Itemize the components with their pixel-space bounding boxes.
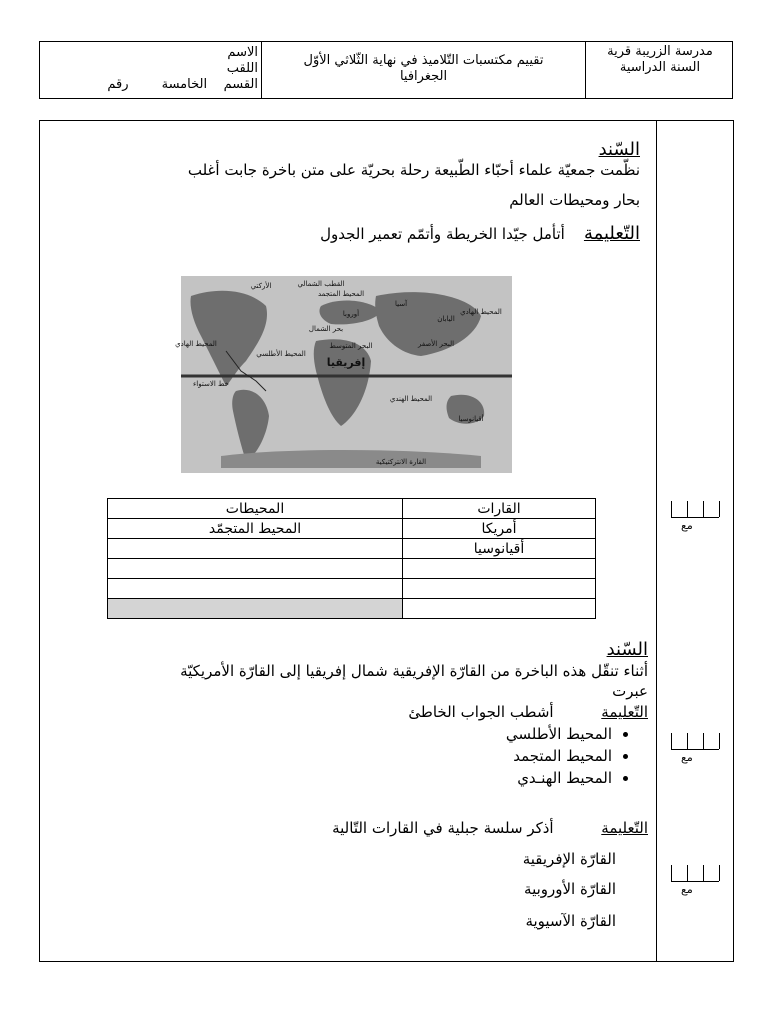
school-year: السنة الدراسية	[619, 60, 701, 75]
sanad-1-heading: السّند	[598, 139, 640, 160]
instruction-2	[408, 703, 648, 721]
map-label: البحر الأصفر	[417, 340, 455, 348]
score-column-divider	[656, 121, 657, 961]
map-label: أوروبا	[342, 310, 360, 318]
option-atlantic[interactable]: • المحيط الأطلسي	[506, 723, 612, 745]
instruction-3	[332, 819, 648, 837]
cell-ocean[interactable]	[108, 539, 403, 559]
map-label: المحيط الهادي	[175, 340, 217, 348]
score-label-1: مع	[681, 519, 693, 532]
instruction-3-text: أذكر سلسة جبلية في القارات التّالية	[332, 819, 554, 837]
student-cell	[40, 42, 261, 98]
cell-continent[interactable]	[403, 599, 596, 619]
number-label: رقم	[107, 77, 129, 92]
map-label: المحيط المتجمد	[317, 290, 365, 298]
world-map-image	[175, 276, 512, 473]
instruction-2-label: التّعليمة	[601, 703, 648, 721]
score-label-3: مع	[681, 883, 693, 896]
header-oceans: المحيطات	[108, 499, 403, 519]
option-indian[interactable]: • المحيط الهنـدي	[506, 767, 612, 789]
table-row	[108, 559, 596, 579]
option-arctic[interactable]: • المحيط المتجمد	[506, 745, 612, 767]
page-title: تقييم مكتسبات التّلاميذ في نهاية الثّلاثي الأوّل	[303, 53, 544, 68]
map-label: الأركتي	[250, 282, 272, 290]
map-label: أقيانوسيا	[458, 415, 484, 423]
map-label: المحيط الأطلسي	[256, 350, 306, 358]
sanad-2-line-1: أثناء تنقّل هذه الباخرة من القارّة الإفريقية شمال إفريقيا إلى القارّة الأمريكيّة	[180, 662, 648, 680]
level-label: الخامسة	[161, 77, 208, 92]
table-row	[108, 539, 596, 559]
map-label: المحيط الهندي	[389, 395, 433, 403]
map-label: آسيا	[394, 300, 408, 308]
cell-ocean[interactable]: المحيط المتجمّد	[108, 519, 403, 539]
continent-item-asia: القارّة الآسيوية	[525, 912, 616, 930]
score-box-2[interactable]	[671, 733, 719, 763]
cell-continent[interactable]	[403, 579, 596, 599]
score-label-2: مع	[681, 751, 693, 764]
map-label: خط الاستواء	[193, 380, 229, 388]
header-continents: القارات	[403, 499, 596, 519]
table-row	[108, 579, 596, 599]
map-label: القطب الشمالي	[297, 280, 345, 288]
continent-item-africa: القارّة الإفريقية	[522, 850, 616, 868]
school-name: مدرسة الزريبة قرية	[607, 44, 713, 59]
cell-continent[interactable]: أمريكا	[403, 519, 596, 539]
continent-item-europe: القارّة الأوروبية	[524, 880, 616, 898]
score-box-1[interactable]	[671, 501, 719, 531]
map-label: القارة الانتركتيكية	[375, 458, 427, 466]
instruction-1-label: التّعليمة	[583, 223, 640, 244]
map-label: بحر الشمال	[308, 325, 344, 333]
sanad-2-line-2: عبرت	[612, 682, 648, 700]
name-label: الاسم	[227, 45, 258, 60]
table-header-row	[108, 499, 596, 519]
instruction-1-text: أتأمل جيّدا الخريطة وأتمّم تعمير الجدول	[320, 225, 565, 243]
map-label: إفريقيا	[326, 356, 366, 369]
options-list	[506, 723, 630, 789]
surname-label: اللقب	[226, 61, 258, 76]
cell-continent[interactable]: أقيانوسيا	[403, 539, 596, 559]
continents-oceans-table	[107, 498, 596, 619]
sanad-1-line-2: بحار ومحيطات العالم	[509, 191, 640, 209]
score-box-3[interactable]	[671, 865, 719, 895]
title-cell	[261, 42, 585, 98]
table-row	[108, 599, 596, 619]
cell-ocean[interactable]	[108, 599, 403, 619]
instruction-3-label: التّعليمة	[601, 819, 648, 837]
instruction-2-text: أشطب الجواب الخاطئ	[408, 703, 554, 721]
class-row	[40, 77, 258, 93]
sanad-2-heading: السّند	[606, 639, 648, 660]
cell-ocean[interactable]	[108, 579, 403, 599]
cell-continent[interactable]	[403, 559, 596, 579]
cell-ocean[interactable]	[108, 559, 403, 579]
map-label: البحر المتوسط	[329, 342, 373, 350]
exam-frame	[39, 120, 734, 962]
header-table	[39, 41, 733, 99]
table-row	[108, 519, 596, 539]
instruction-1	[320, 223, 640, 244]
school-cell	[585, 42, 734, 98]
class-label: القسم	[223, 77, 258, 92]
subject: الجغرافيا	[399, 69, 448, 84]
map-label: المحيط الهادي	[460, 308, 502, 316]
sanad-1-line-1: نظّمت جمعيّة علماء أحبّاء الطّبيعة رحلة بحريّة على متن باخرة جابت أغلب	[187, 161, 640, 179]
map-label: اليابان	[437, 315, 455, 323]
